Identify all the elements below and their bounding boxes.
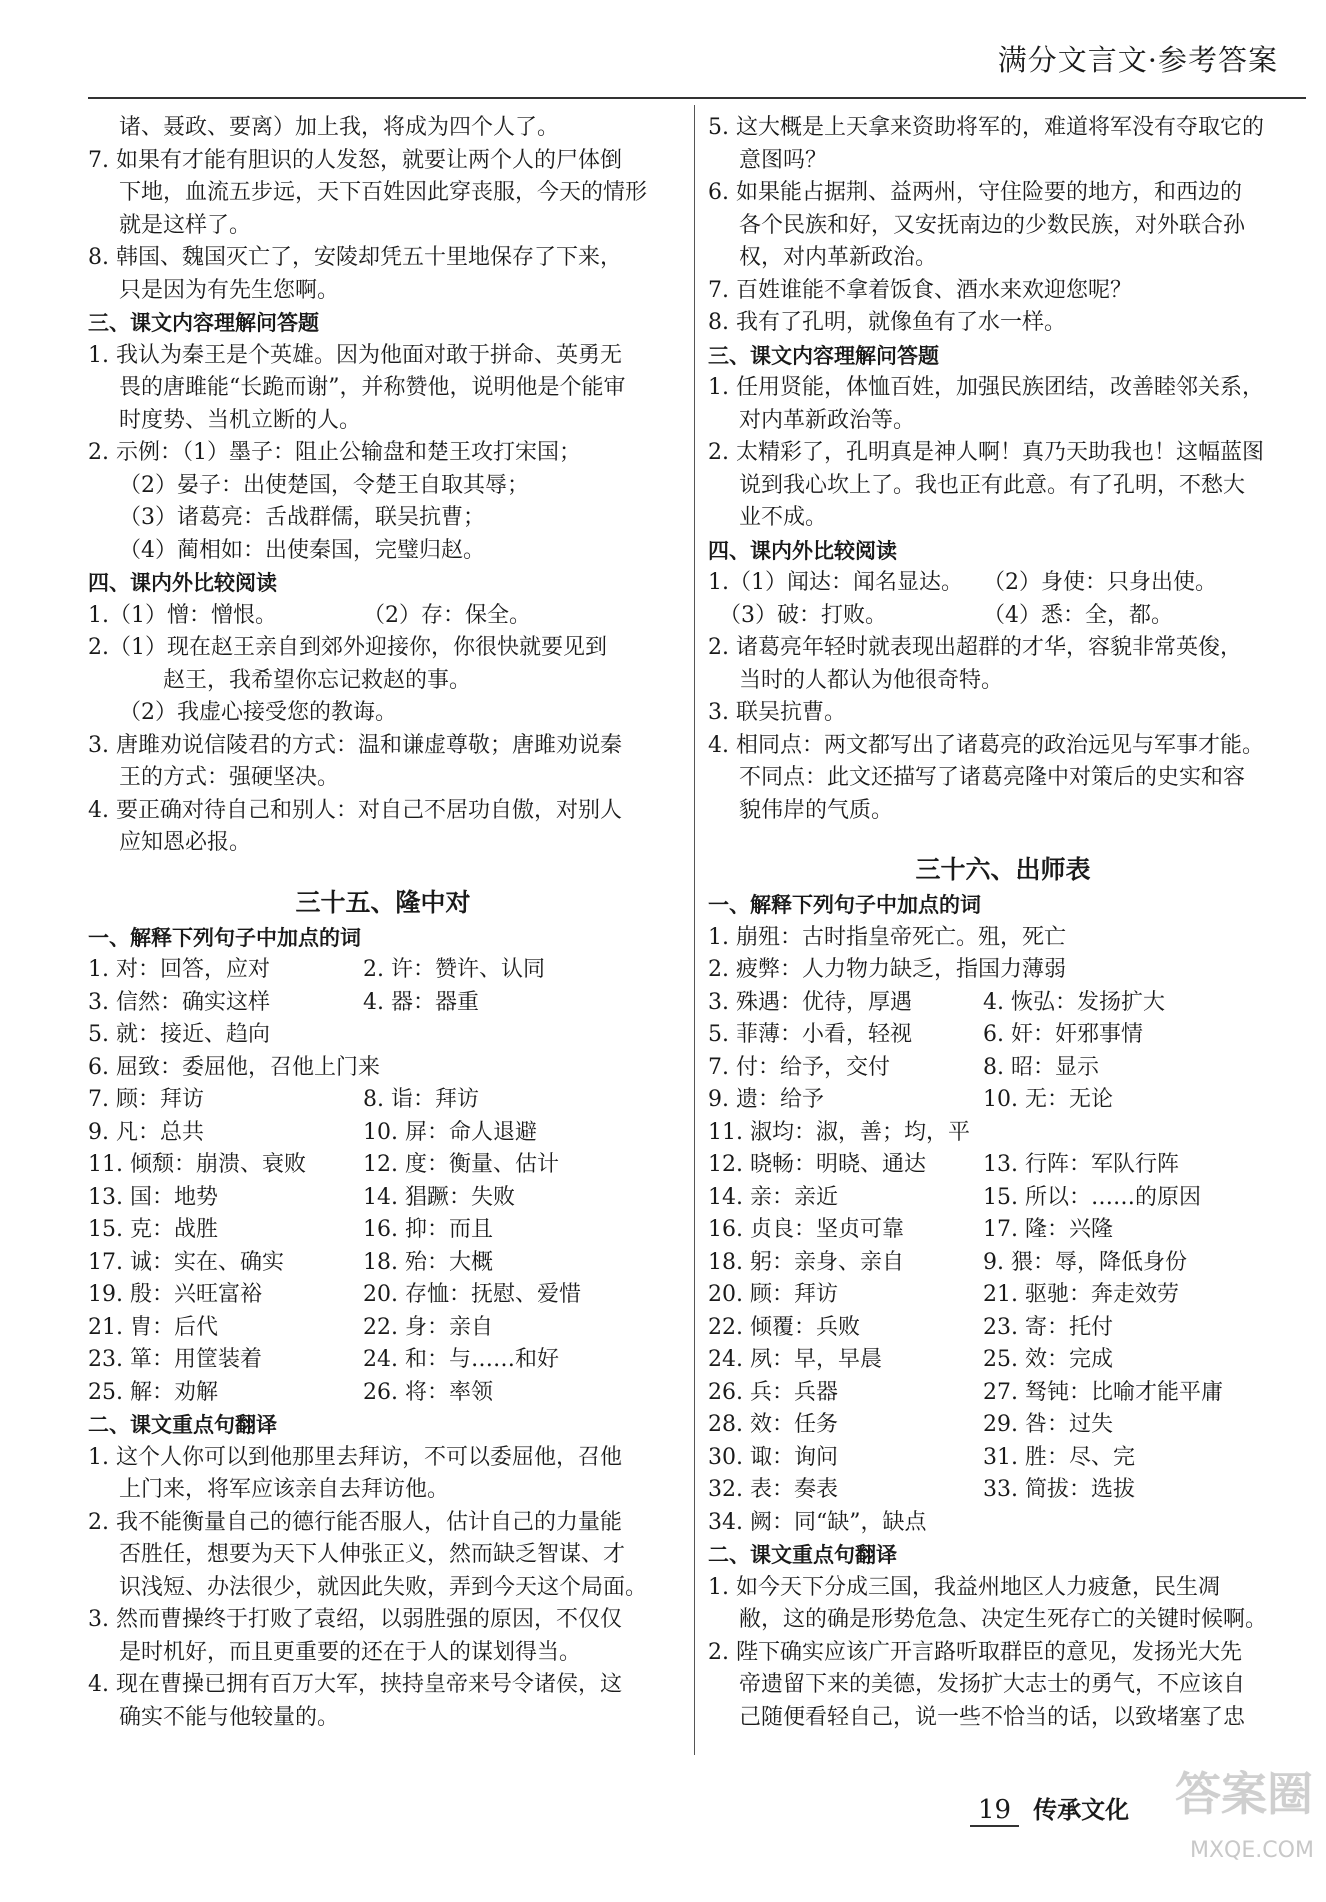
answer-item: （4）悉：全，都。 bbox=[983, 602, 1173, 628]
column-divider bbox=[694, 105, 695, 1755]
answer-continuation: 上门来，将军应该亲自去拜访他。 bbox=[119, 1477, 450, 1502]
answer-line: 2. 太精彩了，孔明真是神人啊！真乃天助我也！这幅蓝图 bbox=[708, 440, 1264, 465]
answer-pair bbox=[88, 1279, 678, 1312]
answer-item: 9. 猥：辱，降低身份 bbox=[983, 1249, 1187, 1275]
page-header-title: 满分文言文·参考答案 bbox=[997, 43, 1278, 77]
answer-item: 30. 诹：询问 bbox=[708, 1444, 838, 1470]
watermark-url: MXQE.COM bbox=[1190, 1838, 1314, 1863]
answer-item: 25. 解：劝解 bbox=[88, 1379, 218, 1405]
answer-item: 19. 殷：兴旺富裕 bbox=[88, 1282, 262, 1307]
answer-pair bbox=[88, 1149, 678, 1182]
publisher-brand: 传承文化 bbox=[1033, 1796, 1130, 1824]
answer-item: 18. 躬：亲身、亲自 bbox=[708, 1249, 904, 1275]
answer-pair bbox=[708, 567, 1298, 600]
answer-item: 11. 倾颓：崩溃、衰败 bbox=[88, 1152, 306, 1177]
answer-continuation: 己随便看轻自己，说一些不恰当的话，以致堵塞了忠 bbox=[739, 1704, 1246, 1730]
answer-line: 6. 屈致：委屈他，召他上门来 bbox=[88, 1054, 380, 1080]
answer-line: 6. 如果能占据荆、益两州，守住险要的地方，和西边的 bbox=[708, 180, 1242, 205]
answer-line: 2. 示例：（1）墨子：阻止公输盘和楚王攻打宋国； bbox=[88, 440, 581, 465]
answer-item: 17. 诚：实在、确实 bbox=[88, 1249, 284, 1275]
answer-item: 2. 许：赞许、认同 bbox=[363, 957, 545, 982]
answer-item: 8. 诣：拜访 bbox=[363, 1087, 479, 1112]
answer-continuation: 权，对内革新政治。 bbox=[739, 245, 938, 270]
answer-continuation: 不同点：此文还描写了诸葛亮隆中对策后的史实和容 bbox=[739, 765, 1246, 790]
answer-item: 10. 无：无论 bbox=[983, 1087, 1113, 1112]
answer-item: 6. 奸：奸邪事情 bbox=[983, 1022, 1143, 1047]
right-column bbox=[708, 112, 1298, 1734]
answer-line: 2. 陛下确实应该广开言路听取群臣的意见，发扬光大先 bbox=[708, 1639, 1242, 1665]
section-heading: 三、课文内容理解问答题 bbox=[708, 343, 939, 368]
answer-pair bbox=[88, 1117, 678, 1150]
answer-pair bbox=[88, 954, 678, 987]
answer-line: 3. 唐雎劝说信陵君的方式：温和谦虚尊敬；唐雎劝说秦 bbox=[88, 732, 622, 758]
answer-item: 9. 遗：给予 bbox=[708, 1087, 824, 1112]
answer-item: 3. 殊遇：优待，厚遇 bbox=[708, 989, 912, 1015]
chapter-title: 三十六、出师表 bbox=[915, 855, 1091, 884]
answer-item: 14. 猖蹶：失败 bbox=[363, 1184, 515, 1210]
answer-item: 5. 菲薄：小看，轻视 bbox=[708, 1022, 912, 1047]
answer-continuation: （3）诸葛亮：舌战群儒，联吴抗曹； bbox=[119, 505, 485, 530]
answer-continuation: 应知恩必报。 bbox=[119, 830, 252, 855]
answer-line: 2. 我不能衡量自己的德行能否服人，估计自己的力量能 bbox=[88, 1509, 622, 1535]
answer-pair bbox=[708, 1214, 1298, 1247]
answer-item: 12. 度：衡量、估计 bbox=[363, 1152, 559, 1177]
answer-pair bbox=[708, 1052, 1298, 1085]
answer-line: 8. 韩国、魏国灭亡了，安陵却凭五十里地保存了下来， bbox=[88, 245, 622, 270]
answer-continuation: 是时机好，而且更重要的还在于人的谋划得当。 bbox=[119, 1639, 582, 1665]
answer-line: 5. 这大概是上天拿来资助将军的，难道将军没有夺取它的 bbox=[708, 115, 1264, 140]
answer-item: 3. 信然：确实这样 bbox=[88, 989, 270, 1015]
answer-pair bbox=[708, 1474, 1298, 1507]
answer-continuation: 畏的唐雎能“长跪而谢”，并称赞他，说明他是个能审 bbox=[119, 375, 626, 400]
answer-item: 20. 存恤：抚慰、爱惜 bbox=[363, 1282, 581, 1307]
answer-continuation: 诸、聂政、要离）加上我，将成为四个人了。 bbox=[119, 115, 560, 140]
answer-item: 26. 兵：兵器 bbox=[708, 1379, 838, 1405]
page-number: 19 bbox=[970, 1795, 1019, 1827]
answer-continuation: （2）晏子：出使楚国，令楚王自取其辱； bbox=[119, 472, 529, 498]
answer-line: 1. 这个人你可以到他那里去拜访，不可以委屈他，召他 bbox=[88, 1444, 622, 1470]
answer-continuation: 敝，这的确是形势危急、决定生死存亡的关键时候啊。 bbox=[739, 1607, 1268, 1632]
section-heading: 四、课内外比较阅读 bbox=[708, 538, 897, 563]
answer-line: 2.（1）现在赵王亲自到郊外迎接你，你很快就要见到 bbox=[88, 635, 607, 660]
answer-continuation: 帝遗留下来的美德，发扬扩大志士的勇气，不应该自 bbox=[739, 1672, 1246, 1697]
answer-continuation: 说到我心坎上了。我也正有此意。有了孔明，不愁大 bbox=[739, 472, 1246, 498]
answer-pair bbox=[708, 1312, 1298, 1345]
answer-continuation: （2）我虚心接受您的教诲。 bbox=[119, 700, 397, 725]
answer-continuation: 只是因为有先生您啊。 bbox=[119, 277, 340, 303]
answer-line: 7. 百姓谁能不拿着饭食、酒水来欢迎您呢？ bbox=[708, 277, 1132, 303]
answer-item: （2）存：保全。 bbox=[363, 602, 531, 628]
answer-pair bbox=[708, 1279, 1298, 1312]
answer-pair bbox=[708, 987, 1298, 1020]
answer-item: 25. 效：完成 bbox=[983, 1347, 1113, 1372]
watermark-logo: 答案圈 bbox=[1175, 1767, 1313, 1821]
answer-continuation: 对内革新政治等。 bbox=[739, 407, 916, 433]
answer-item: 7. 顾：拜访 bbox=[88, 1087, 204, 1112]
answer-pair bbox=[708, 1247, 1298, 1280]
left-column bbox=[88, 112, 678, 1734]
answer-item: 21. 胄：后代 bbox=[88, 1314, 218, 1340]
answer-continuation: （4）蔺相如：出使秦国，完璧归赵。 bbox=[119, 537, 485, 563]
answer-pair bbox=[88, 987, 678, 1020]
answer-line: 3. 联吴抗曹。 bbox=[708, 700, 846, 725]
section-heading: 四、课内外比较阅读 bbox=[88, 571, 277, 595]
answer-line: 1. 我认为秦王是个英雄。因为他面对敢于拼命、英勇无 bbox=[88, 342, 622, 368]
answer-item: 4. 恢弘：发扬扩大 bbox=[983, 989, 1165, 1015]
answer-line: 4. 现在曹操已拥有百万大军，挟持皇帝来号令诸侯，这 bbox=[88, 1672, 622, 1697]
answer-item: 28. 效：任务 bbox=[708, 1412, 838, 1437]
answer-item: 32. 表：奏表 bbox=[708, 1477, 838, 1502]
answer-item: 16. 贞良：坚贞可靠 bbox=[708, 1217, 904, 1242]
header-rule bbox=[88, 97, 1306, 99]
answer-item: 10. 屏：命人退避 bbox=[363, 1119, 537, 1145]
answer-pair bbox=[88, 600, 678, 633]
answer-line: 4. 相同点：两文都写出了诸葛亮的政治远见与军事才能。 bbox=[708, 732, 1264, 758]
answer-continuation: 识浅短、办法很少，就因此失败，弄到今天这个局面。 bbox=[119, 1574, 648, 1600]
answer-item: 33. 简拔：选拔 bbox=[983, 1477, 1135, 1502]
answer-item: 24. 和：与……和好 bbox=[363, 1347, 559, 1372]
answer-item: 15. 克：战胜 bbox=[88, 1217, 218, 1242]
answer-pair bbox=[88, 1247, 678, 1280]
answer-item: 22. 倾覆：兵败 bbox=[708, 1314, 860, 1340]
answer-line: 8. 我有了孔明，就像鱼有了水一样。 bbox=[708, 310, 1066, 335]
answer-line: 1. 崩殂：古时指皇帝死亡。殂，死亡 bbox=[708, 924, 1066, 950]
answer-line: 34. 阙：同“缺”，缺点 bbox=[708, 1509, 927, 1535]
answer-continuation: 貌伟岸的气质。 bbox=[739, 797, 894, 823]
section-heading: 二、课文重点句翻译 bbox=[88, 1413, 277, 1437]
answer-pair bbox=[708, 1344, 1298, 1377]
answer-line: 7. 如果有才能有胆识的人发怒，就要让两个人的尸体倒 bbox=[88, 147, 622, 173]
answer-pair bbox=[708, 1377, 1298, 1410]
answer-continuation: 业不成。 bbox=[739, 505, 828, 530]
answer-item: 9. 凡：总共 bbox=[88, 1119, 204, 1145]
answer-item: 18. 殆：大概 bbox=[363, 1249, 493, 1275]
section-heading: 三、课文内容理解问答题 bbox=[88, 311, 319, 335]
answer-item: 8. 昭：显示 bbox=[983, 1054, 1099, 1080]
answer-line: 1. 如今天下分成三国，我益州地区人力疲惫，民生凋 bbox=[708, 1574, 1220, 1600]
answer-continuation: 意图吗？ bbox=[739, 147, 828, 173]
answer-line: 2. 诸葛亮年轻时就表现出超群的才华，容貌非常英俊， bbox=[708, 635, 1242, 660]
answer-item: 29. 咎：过失 bbox=[983, 1412, 1113, 1437]
answer-item: 14. 亲：亲近 bbox=[708, 1184, 838, 1210]
answer-continuation: 王的方式：强硬坚决。 bbox=[119, 765, 340, 790]
answer-item: （3）破：打败。 bbox=[708, 602, 887, 628]
answer-pair bbox=[708, 1019, 1298, 1052]
answer-pair bbox=[88, 1344, 678, 1377]
answer-pair bbox=[88, 1377, 678, 1410]
answer-item: 13. 国：地势 bbox=[88, 1184, 218, 1210]
answer-line: 5. 就：接近、趋向 bbox=[88, 1022, 270, 1047]
answer-continuation: 当时的人都认为他很奇特。 bbox=[739, 667, 1004, 693]
answer-item: 12. 晓畅：明晓、通达 bbox=[708, 1152, 926, 1177]
answer-item: 1. 对：回答，应对 bbox=[88, 957, 270, 982]
answer-item: 7. 付：给予，交付 bbox=[708, 1054, 890, 1080]
answer-item: 24. 夙：早，早晨 bbox=[708, 1347, 882, 1372]
answer-continuation: 时度势、当机立断的人。 bbox=[119, 407, 362, 433]
answer-item: 26. 将：率领 bbox=[363, 1379, 493, 1405]
answer-continuation: 就是这样了。 bbox=[119, 212, 252, 238]
section-heading: 一、解释下列句子中加点的词 bbox=[708, 893, 981, 917]
answer-line: 2. 疲弊：人力物力缺乏，指国力薄弱 bbox=[708, 957, 1066, 982]
answer-item: 1.（1）闻达：闻名显达。 bbox=[708, 570, 963, 595]
answer-pair bbox=[88, 1214, 678, 1247]
answer-item: 13. 行阵：军队行阵 bbox=[983, 1152, 1179, 1177]
answer-item: 4. 器：器重 bbox=[363, 989, 479, 1015]
answer-item: （2）身使：只身出使。 bbox=[983, 570, 1217, 595]
answer-pair bbox=[88, 1312, 678, 1345]
answer-item: 21. 驱驰：奔走效劳 bbox=[983, 1282, 1179, 1307]
answer-pair bbox=[708, 1442, 1298, 1475]
answer-pair bbox=[708, 1149, 1298, 1182]
answer-item: 20. 顾：拜访 bbox=[708, 1282, 838, 1307]
answer-item: 27. 驽钝：比喻才能平庸 bbox=[983, 1379, 1223, 1405]
answer-line: 11. 淑均：淑，善；均，平 bbox=[708, 1119, 970, 1145]
page-footer bbox=[970, 1790, 1129, 1827]
answer-pair bbox=[708, 1182, 1298, 1215]
answer-line: 1. 任用贤能，体恤百姓，加强民族团结，改善睦邻关系， bbox=[708, 375, 1264, 400]
answer-item: 31. 胜：尽、完 bbox=[983, 1444, 1135, 1470]
answer-pair bbox=[708, 600, 1298, 633]
answer-continuation: 确实不能与他较量的。 bbox=[119, 1704, 340, 1730]
section-heading: 一、解释下列句子中加点的词 bbox=[88, 925, 361, 950]
answer-item: 23. 箪：用筐装着 bbox=[88, 1347, 262, 1372]
answer-item: 16. 抑：而且 bbox=[363, 1217, 493, 1242]
answer-pair bbox=[708, 1084, 1298, 1117]
answer-continuation: 否胜任，想要为天下人伸张正义，然而缺乏智谋、才 bbox=[119, 1542, 626, 1567]
answer-item: 15. 所以：……的原因 bbox=[983, 1184, 1201, 1210]
answer-item: 23. 寄：托付 bbox=[983, 1314, 1113, 1340]
answer-item: 1.（1）憎：憎恨。 bbox=[88, 602, 277, 628]
answer-continuation: 下地，血流五步远，天下百姓因此穿丧服，今天的情形 bbox=[119, 180, 648, 205]
answer-continuation: 各个民族和好，又安抚南边的少数民族，对外联合孙 bbox=[739, 212, 1246, 238]
answer-pair bbox=[88, 1182, 678, 1215]
answer-item: 17. 隆：兴隆 bbox=[983, 1217, 1113, 1242]
answer-continuation: 赵王，我希望你忘记救赵的事。 bbox=[119, 667, 472, 693]
section-heading: 二、课文重点句翻译 bbox=[708, 1543, 897, 1567]
answer-line: 3. 然而曹操终于打败了袁绍，以弱胜强的原因，不仅仅 bbox=[88, 1607, 622, 1632]
chapter-title: 三十五、隆中对 bbox=[295, 887, 471, 917]
answer-pair bbox=[708, 1409, 1298, 1442]
answer-pair bbox=[88, 1084, 678, 1117]
answer-item: 22. 身：亲自 bbox=[363, 1314, 493, 1340]
answer-line: 4. 要正确对待自己和别人：对自己不居功自傲，对别人 bbox=[88, 797, 622, 823]
